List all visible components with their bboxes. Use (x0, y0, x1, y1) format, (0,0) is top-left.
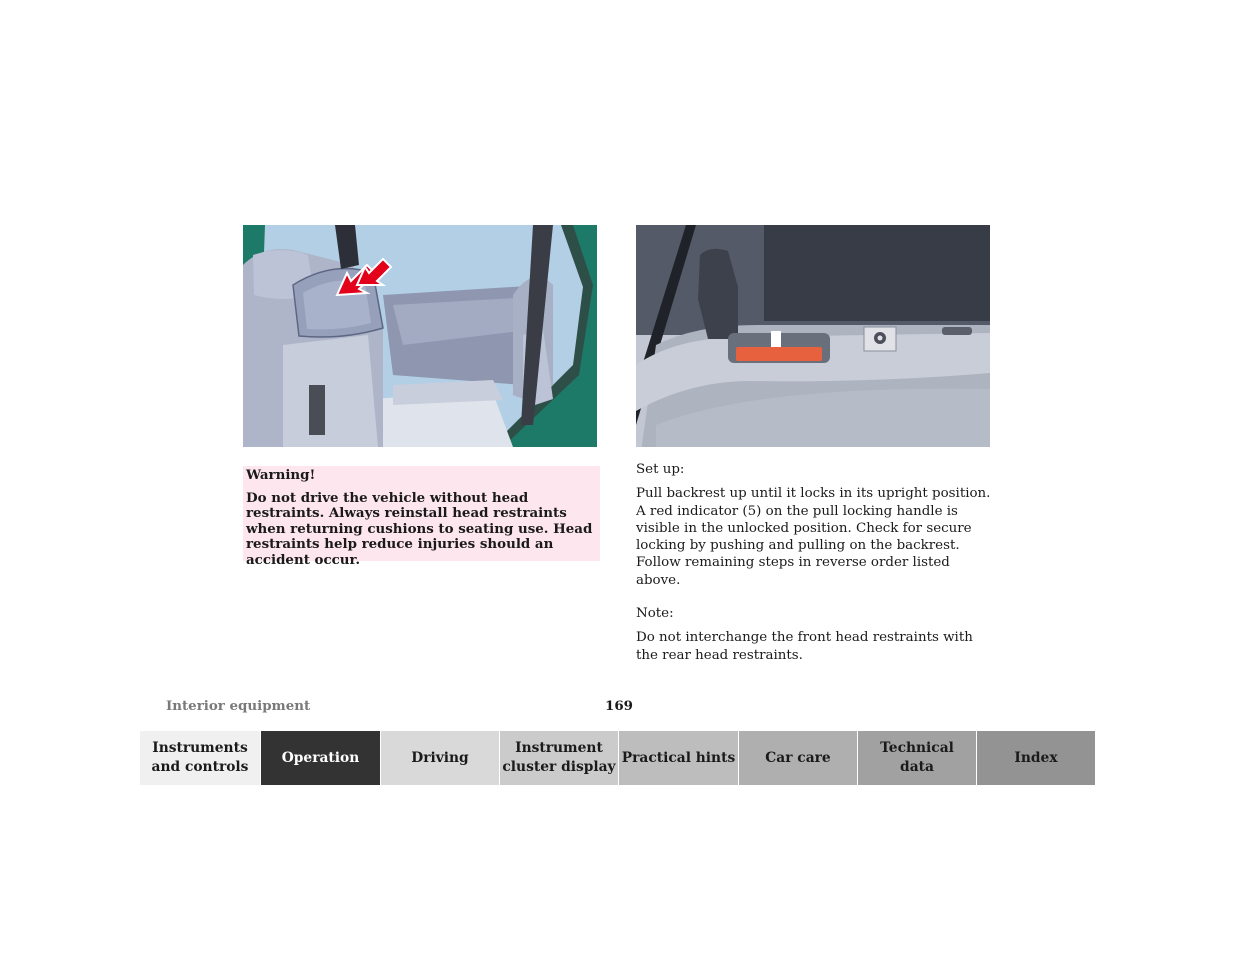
warning-box (243, 466, 600, 568)
tab-instrument-cluster-display[interactable]: Instrument cluster display (499, 731, 618, 785)
setup-label: Set up: (636, 462, 685, 477)
setup-text: Pull backrest up until it locks in its upright position. A red indicator (5) on the pull locking handle is visible in the unlocked position. Check for secure locking by pushing and pulling on the backrest. Follow remaining steps in reverse order listed above. (636, 486, 991, 588)
head-restraint-illustration (243, 225, 597, 447)
section-title: Interior equipment (166, 698, 311, 714)
chapter-nav (140, 731, 1095, 785)
instructions (636, 461, 996, 664)
warning-title: Warning! (246, 467, 316, 483)
tab-instruments-and-controls[interactable]: Instruments and controls (140, 731, 260, 785)
note-text: Do not interchange the front head restraints with the rear head restraints. (636, 630, 973, 663)
tab-technical-data[interactable]: Technical data (857, 731, 976, 785)
tab-index[interactable]: Index (976, 731, 1095, 785)
locking-handle-illustration (636, 225, 990, 447)
tab-operation[interactable]: Operation (260, 731, 380, 785)
tab-practical-hints[interactable]: Practical hints (618, 731, 738, 785)
tab-driving[interactable]: Driving (380, 731, 499, 785)
page-number: 169 (605, 698, 633, 714)
note-label: Note: (636, 606, 674, 622)
warning-text: Do not drive the vehicle without head restraints. Always reinstall head restraints when returning cushions to seating use. Head restraints help reduce injuries should an accident occur. (246, 489, 593, 568)
tab-car-care[interactable]: Car care (738, 731, 857, 785)
